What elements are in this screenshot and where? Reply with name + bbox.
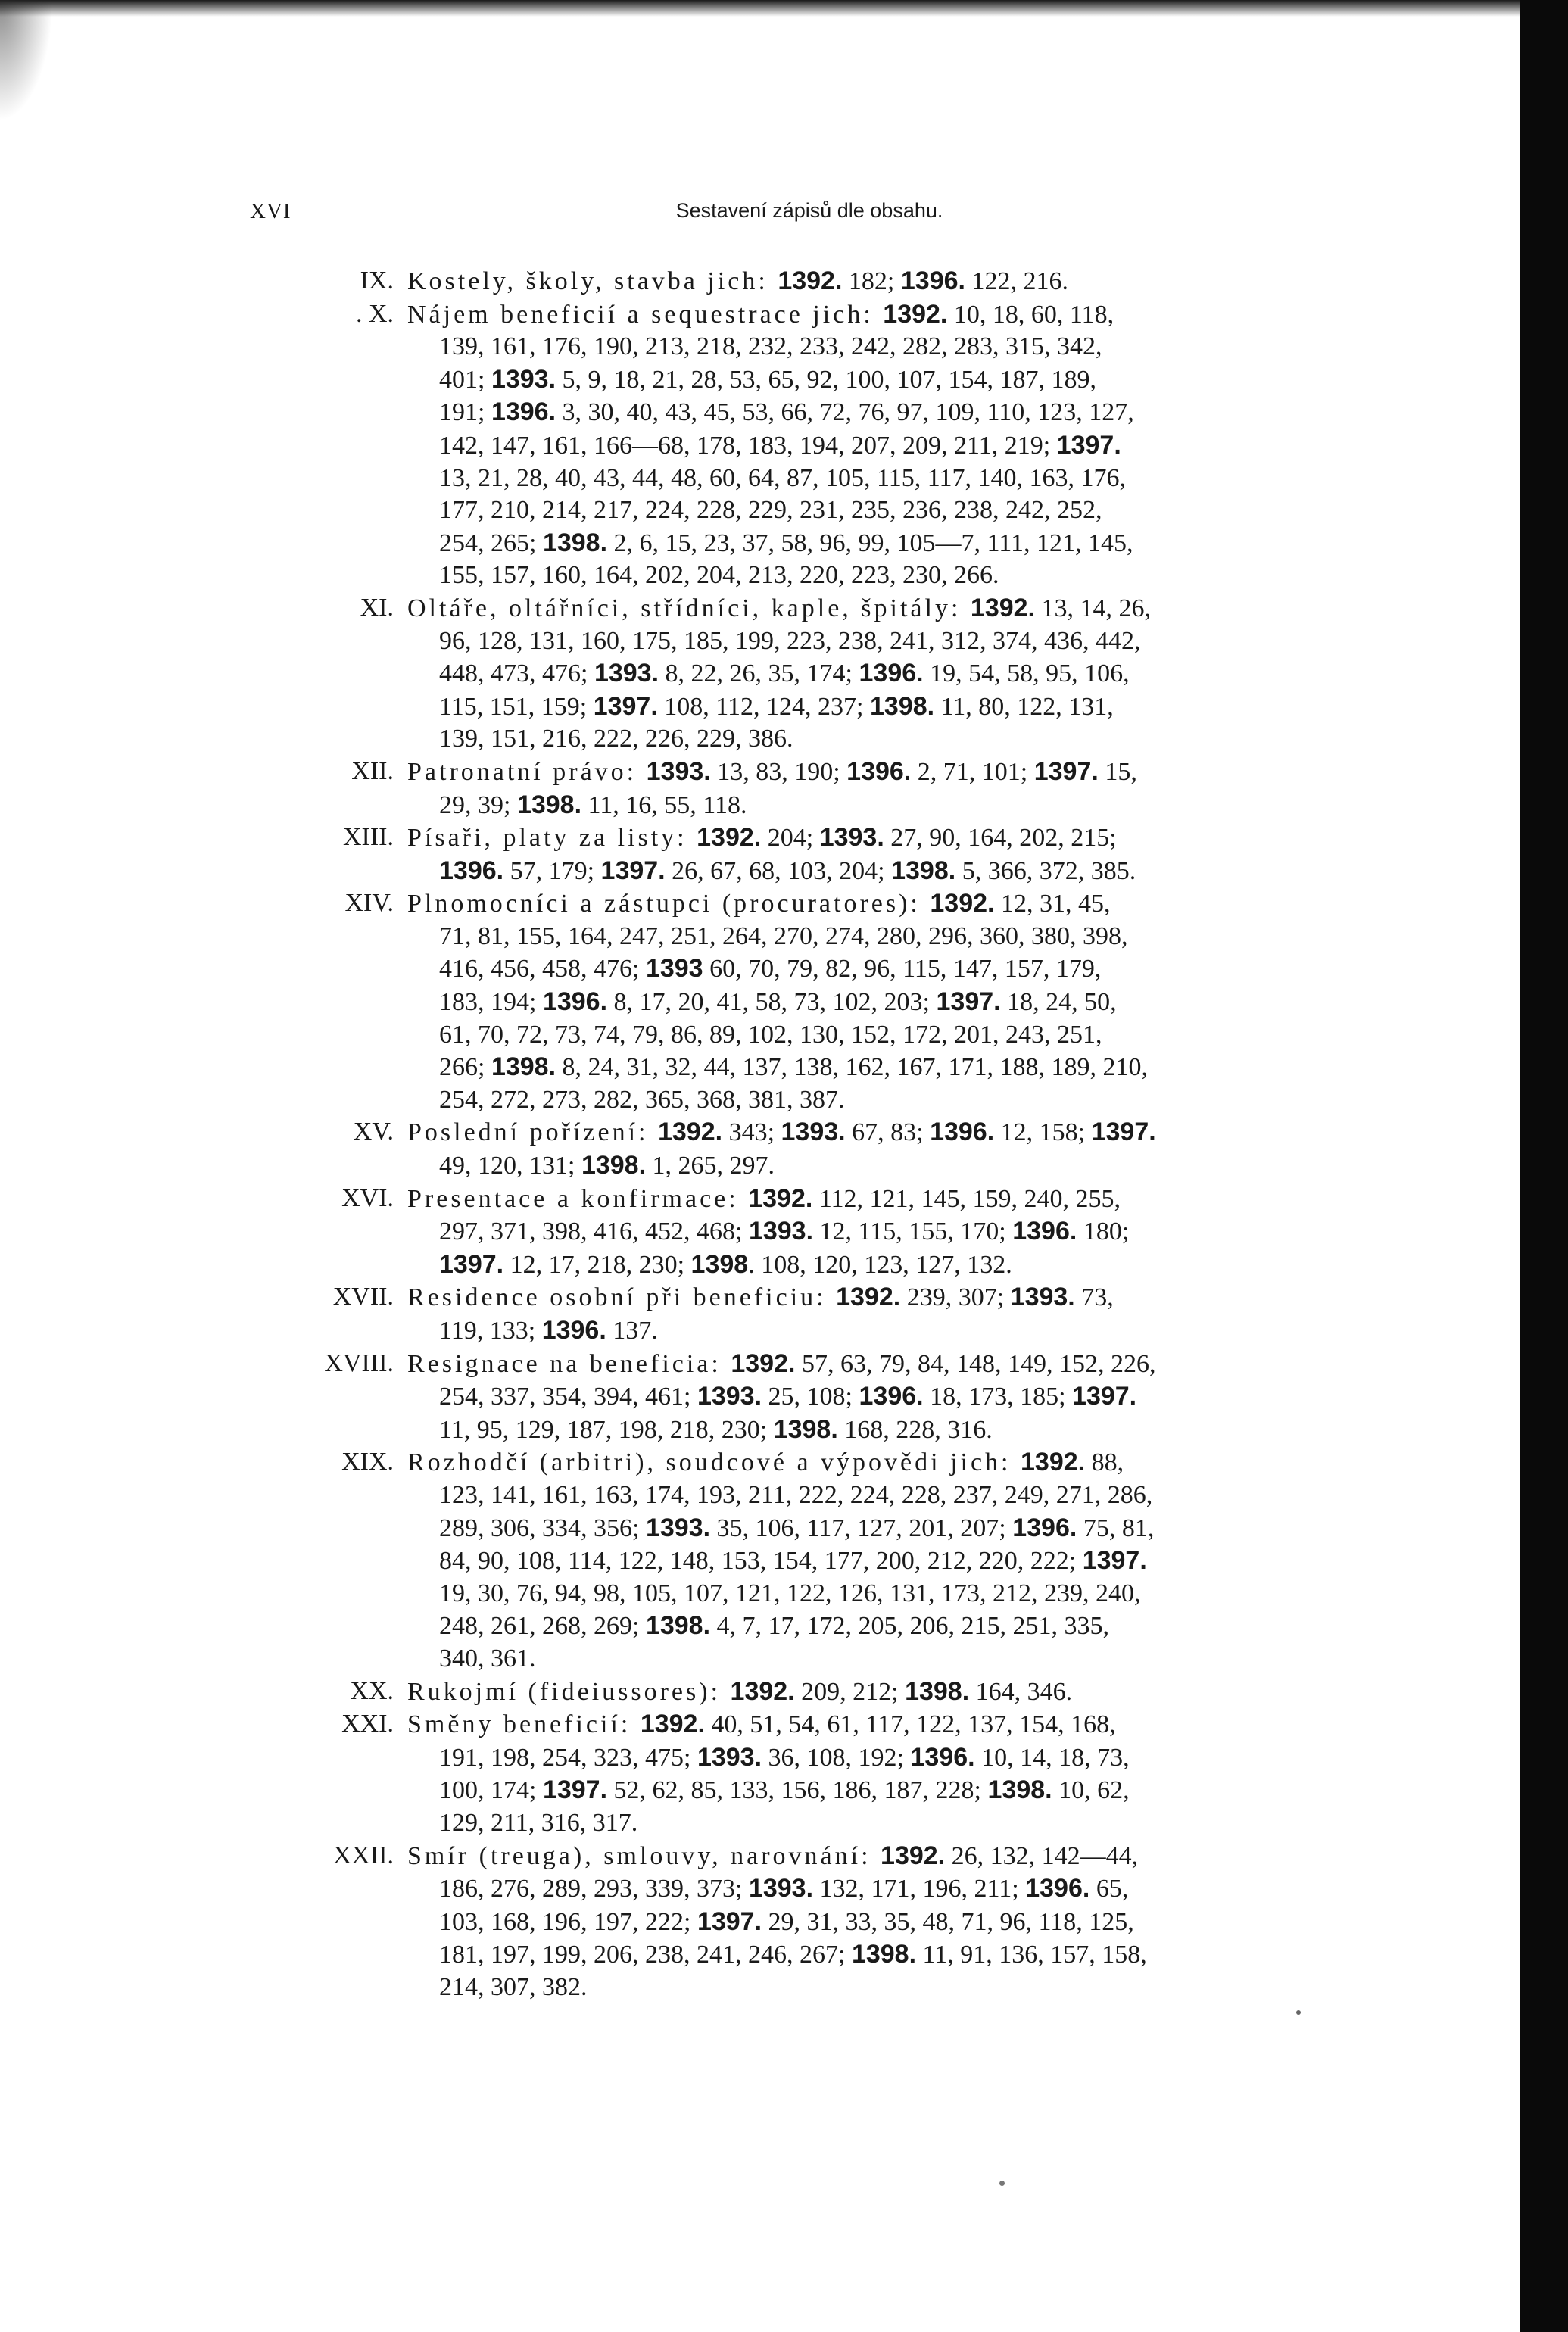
entry-numbers: 115, 151, 159;	[439, 692, 594, 721]
index-entry	[250, 1840, 1378, 2004]
entry-heading: Resignace na beneficia:	[407, 1349, 731, 1378]
entry-line	[407, 1348, 1378, 1381]
entry-line	[407, 1807, 1378, 1840]
entry-body	[407, 298, 1378, 592]
entry-line	[407, 822, 1378, 855]
entry-line	[407, 1972, 1378, 2004]
entry-numbers: 5, 366, 372, 385.	[955, 856, 1136, 885]
entry-numbers: 209, 212;	[794, 1677, 906, 1706]
year-reference: 1392.	[731, 1348, 796, 1378]
year-reference: 1398.	[542, 528, 608, 557]
entry-line	[407, 1610, 1378, 1643]
entry-numbers: 137.	[606, 1317, 658, 1345]
entry-numbers: 191, 198, 254, 323, 475;	[439, 1743, 697, 1772]
entry-numeral: . X.	[355, 299, 394, 328]
entry-numbers: 18, 24, 50,	[1000, 988, 1117, 1017]
page-number: XVI	[250, 199, 291, 223]
entry-numbers: 254, 265;	[439, 528, 543, 557]
entry-line	[407, 1840, 1378, 1873]
entry-numbers: 25, 108;	[762, 1383, 859, 1411]
entry-numeral: XIX.	[341, 1448, 394, 1476]
entry-heading: Smír (treuga), smlouvy, narovnání:	[407, 1841, 881, 1870]
year-reference: 1392.	[748, 1183, 813, 1213]
year-reference: 1396.	[930, 1118, 995, 1147]
entry-line	[407, 1084, 1378, 1117]
entry-line	[407, 921, 1378, 953]
entry-numbers: 401;	[439, 365, 491, 394]
entry-numbers: 84, 90, 108, 114, 122, 148, 153, 154, 177, 200, 212, 220, 222;	[439, 1547, 1083, 1576]
index-entry	[250, 1116, 1378, 1182]
entry-body	[407, 1446, 1378, 1675]
entry-line	[407, 1051, 1378, 1084]
year-reference: 1393.	[819, 823, 884, 853]
entry-numbers: 26, 67, 68, 103, 204;	[665, 856, 892, 885]
year-reference: 1392.	[730, 1676, 795, 1706]
entry-line	[407, 1872, 1378, 1906]
entry-numbers: 12, 31, 45,	[994, 890, 1111, 918]
entry-numbers: 10, 14, 18, 73,	[974, 1743, 1130, 1772]
entry-numbers: 71, 81, 155, 164, 247, 251, 264, 270, 274, 280, 296, 360, 380, 398,	[439, 921, 1128, 950]
year-reference: 1393.	[781, 1118, 846, 1147]
entry-numbers: 100, 174;	[439, 1776, 543, 1805]
entry-numeral: XII.	[351, 756, 394, 785]
entry-numbers: 186, 276, 289, 293, 339, 373;	[439, 1875, 749, 1903]
entry-line	[407, 429, 1378, 463]
entry-numbers: 3, 30, 40, 43, 45, 53, 66, 72, 76, 97, 109, 110, 123, 127,	[556, 398, 1134, 427]
entry-numbers: 340, 361.	[439, 1644, 536, 1673]
year-reference: 1397.	[542, 1776, 608, 1805]
year-reference: 1397.	[1082, 1546, 1147, 1576]
entry-line	[407, 1578, 1378, 1610]
entry-heading: Patronatní právo:	[407, 757, 647, 786]
entry-body	[407, 1183, 1378, 1282]
entry-numbers: 60, 70, 79, 82, 96, 115, 147, 157, 179,	[703, 955, 1102, 984]
entry-line	[407, 887, 1378, 921]
year-reference: 1397.	[1072, 1382, 1137, 1411]
entry-numbers: 75, 81,	[1077, 1514, 1155, 1542]
index-entries	[250, 265, 1378, 2003]
year-reference: 1398.	[905, 1676, 970, 1706]
entry-heading: Poslední pořízení:	[407, 1118, 658, 1147]
entry-line	[407, 625, 1378, 658]
entry-numbers: 19, 30, 76, 94, 98, 105, 107, 121, 122, 126, 131, 173, 212, 239, 240,	[439, 1579, 1141, 1607]
entry-heading: Kostely, školy, stavba jich:	[407, 267, 778, 295]
year-reference: 1393	[645, 954, 703, 984]
entry-numeral: XX.	[350, 1676, 394, 1705]
entry-numbers: 112, 121, 145, 159, 240, 255,	[812, 1184, 1121, 1213]
year-reference: 1392.	[640, 1710, 705, 1739]
index-entry	[250, 1446, 1378, 1675]
entry-numbers: 108, 112, 124, 237;	[657, 692, 870, 721]
index-entry	[250, 822, 1378, 887]
index-entry	[250, 1348, 1378, 1447]
year-reference: 1398.	[491, 1052, 556, 1082]
entry-numbers: 214, 307, 382.	[439, 1972, 588, 2001]
entry-numbers: 15,	[1098, 757, 1137, 786]
year-reference: 1396.	[910, 1742, 975, 1772]
entry-numeral: XV.	[353, 1118, 394, 1146]
entry-numbers: 177, 210, 214, 217, 224, 228, 229, 231, 235, 236, 238, 242, 252,	[439, 496, 1102, 525]
year-reference: 1396.	[859, 659, 924, 688]
entry-numbers: 2, 6, 15, 23, 37, 58, 96, 99, 105—7, 111, 121, 145,	[607, 528, 1133, 557]
scan-corner-shadow	[0, 0, 53, 121]
index-entry	[250, 298, 1378, 592]
entry-line	[407, 855, 1378, 888]
entry-numbers: 13, 83, 190;	[710, 757, 847, 786]
entry-numbers: 119, 133;	[439, 1317, 542, 1345]
entry-numbers: . 108, 120, 123, 127, 132.	[748, 1250, 1012, 1279]
entry-line	[407, 1643, 1378, 1676]
entry-heading: Oltáře, oltářníci, střídníci, kaple, špitály:	[407, 594, 971, 622]
entry-numbers: 11, 91, 136, 157, 158,	[916, 1941, 1147, 1969]
entry-body	[407, 887, 1378, 1116]
year-reference: 1398.	[773, 1414, 838, 1444]
entry-numbers: 96, 128, 131, 160, 175, 185, 199, 223, 238, 241, 312, 374, 436, 442,	[439, 626, 1141, 655]
entry-line	[407, 1314, 1378, 1348]
year-reference: 1398.	[891, 856, 956, 885]
index-entry	[250, 1676, 1378, 1709]
entry-line	[407, 1149, 1378, 1183]
year-reference: 1393.	[594, 659, 659, 688]
entry-line	[407, 592, 1378, 625]
entry-line	[407, 1380, 1378, 1414]
entry-numbers: 29, 39;	[439, 790, 517, 819]
entry-numbers: 183, 194;	[439, 988, 543, 1017]
entry-numbers: 18, 173, 185;	[923, 1383, 1073, 1411]
year-reference: 1398.	[851, 1940, 917, 1969]
year-reference: 1393.	[1010, 1283, 1075, 1312]
year-reference: 1393.	[646, 756, 711, 786]
entry-numeral: XVI.	[341, 1183, 394, 1212]
entry-numbers: 254, 337, 354, 394, 461;	[439, 1383, 697, 1411]
entry-line	[407, 331, 1378, 363]
entry-line	[407, 1545, 1378, 1578]
entry-numbers: 12, 115, 155, 170;	[813, 1217, 1013, 1246]
entry-line	[407, 1708, 1378, 1741]
index-entry	[250, 1183, 1378, 1282]
entry-line	[407, 1215, 1378, 1249]
entry-heading: Presentace a konfirmace:	[407, 1184, 749, 1213]
entry-heading: Nájem beneficií a sequestrace jich:	[407, 300, 884, 329]
entry-body	[407, 592, 1378, 756]
index-entry	[250, 1281, 1378, 1347]
year-reference: 1397.	[1091, 1118, 1156, 1147]
year-reference: 1392.	[1021, 1448, 1086, 1477]
year-reference: 1398.	[645, 1611, 711, 1641]
entry-numbers: 416, 456, 458, 476;	[439, 955, 646, 984]
year-reference: 1393.	[748, 1217, 814, 1246]
entry-numbers: 139, 151, 216, 222, 226, 229, 386.	[439, 725, 793, 753]
entry-line	[407, 1249, 1378, 1282]
year-reference: 1392.	[697, 823, 762, 853]
entry-line	[407, 363, 1378, 397]
entry-line	[407, 560, 1378, 592]
entry-numbers: 204;	[761, 824, 820, 853]
entry-numbers: 4, 7, 17, 172, 205, 206, 215, 251, 335,	[710, 1612, 1110, 1641]
entry-line	[407, 1019, 1378, 1052]
entry-numbers: 123, 141, 161, 163, 174, 193, 211, 222, 224, 228, 237, 249, 271, 286,	[439, 1480, 1153, 1509]
scan-top-edge	[0, 0, 1520, 17]
index-entry	[250, 592, 1378, 756]
speck	[999, 2181, 1005, 2186]
year-reference: 1398.	[987, 1776, 1052, 1805]
entry-body	[407, 822, 1378, 887]
entry-line	[407, 1512, 1378, 1545]
entry-numbers: 155, 157, 160, 164, 202, 204, 213, 220, 223, 230, 266.	[439, 561, 999, 590]
entry-numbers: 297, 371, 398, 416, 452, 468;	[439, 1217, 749, 1246]
entry-numeral: XVIII.	[324, 1348, 394, 1377]
year-reference: 1396.	[900, 267, 965, 295]
year-reference: 1396.	[1012, 1513, 1077, 1542]
year-reference: 1396.	[491, 398, 556, 427]
year-reference: 1392.	[970, 593, 1035, 622]
year-reference: 1392.	[836, 1283, 901, 1312]
year-reference: 1398.	[516, 790, 582, 819]
year-reference: 1396.	[859, 1382, 924, 1411]
entry-line	[407, 723, 1378, 756]
entry-line	[407, 1676, 1378, 1709]
entry-numbers: 40, 51, 54, 61, 117, 122, 137, 154, 168,	[704, 1710, 1116, 1739]
entry-line	[407, 1414, 1378, 1447]
year-reference: 1397.	[593, 691, 658, 721]
entry-numbers: 12, 158;	[994, 1118, 1092, 1147]
entry-numbers: 289, 306, 334, 356;	[439, 1514, 646, 1542]
year-reference: 1398.	[869, 691, 935, 721]
year-reference: 1397.	[1033, 756, 1099, 786]
entry-line	[407, 527, 1378, 560]
entry-numbers: 168, 228, 316.	[837, 1415, 993, 1444]
year-reference: 1397.	[439, 1249, 504, 1279]
year-reference: 1396.	[542, 987, 608, 1017]
year-reference: 1396.	[439, 856, 504, 885]
entry-numbers: 129, 211, 316, 317.	[439, 1808, 638, 1837]
index-entry	[250, 265, 1378, 298]
entry-line	[407, 1446, 1378, 1479]
year-reference: 1397.	[600, 856, 666, 885]
entry-numbers: 8, 22, 26, 35, 174;	[659, 659, 859, 688]
entry-numbers: 57, 63, 79, 84, 148, 149, 152, 226,	[795, 1349, 1156, 1378]
entry-line	[407, 1938, 1378, 1972]
entry-numbers: 88,	[1085, 1448, 1124, 1477]
entry-numbers: 239, 307;	[900, 1283, 1011, 1312]
index-entry	[250, 1708, 1378, 1839]
entry-numbers: 13, 21, 28, 40, 43, 44, 48, 60, 64, 87, 105, 115, 117, 140, 163, 176,	[439, 463, 1126, 492]
year-reference: 1398	[690, 1249, 749, 1279]
year-reference: 1392.	[930, 889, 995, 918]
entry-heading: Rukojmí (fideiussores):	[407, 1677, 731, 1706]
entry-numbers: 142, 147, 161, 166—68, 178, 183, 194, 207, 209, 211, 219;	[439, 431, 1057, 460]
entry-numeral: XVII.	[332, 1283, 394, 1311]
entry-line	[407, 1183, 1378, 1216]
entry-numbers: 11, 80, 122, 131,	[934, 692, 1114, 721]
entry-line	[407, 756, 1378, 789]
entry-numeral: XXI.	[341, 1710, 394, 1738]
entry-line	[407, 1906, 1378, 1939]
entry-numeral: XIV.	[344, 889, 394, 918]
entry-line	[407, 463, 1378, 495]
entry-numbers: 10, 62,	[1052, 1776, 1130, 1805]
entry-numbers: 13, 14, 26,	[1035, 594, 1151, 622]
year-reference: 1393.	[645, 1513, 711, 1542]
entry-numbers: 35, 106, 117, 127, 201, 207;	[710, 1514, 1013, 1542]
entry-numbers: 27, 90, 164, 202, 215;	[884, 824, 1117, 853]
entry-line	[407, 396, 1378, 429]
entry-numbers: 52, 62, 85, 133, 156, 186, 187, 228;	[607, 1776, 988, 1805]
entry-numbers: 29, 31, 33, 35, 48, 71, 96, 118, 125,	[762, 1907, 1134, 1936]
entry-body	[407, 1281, 1378, 1347]
entry-body	[407, 756, 1378, 822]
entry-body	[407, 265, 1378, 298]
entry-numbers: 180;	[1077, 1217, 1130, 1246]
entry-numbers: 12, 17, 218, 230;	[503, 1250, 691, 1279]
entry-numbers: 36, 108, 192;	[762, 1743, 911, 1772]
running-title: Sestavení zápisů dle obsahu.	[675, 199, 943, 222]
year-reference: 1396.	[1025, 1874, 1090, 1903]
year-reference: 1392.	[883, 299, 948, 329]
entry-numbers: 181, 197, 199, 206, 238, 241, 246, 267;	[439, 1941, 852, 1969]
entry-line	[407, 657, 1378, 691]
entry-numbers: 5, 9, 18, 21, 28, 53, 65, 92, 100, 107, 154, 187, 189,	[556, 365, 1097, 394]
year-reference: 1397.	[1056, 430, 1121, 460]
entry-numbers: 139, 161, 176, 190, 213, 218, 232, 233, 242, 282, 283, 315, 342,	[439, 332, 1102, 361]
entry-numbers: 248, 261, 268, 269;	[439, 1612, 646, 1641]
entry-numbers: 19, 54, 58, 95, 106,	[923, 659, 1130, 688]
year-reference: 1397.	[697, 1906, 762, 1936]
entry-numbers: 2, 71, 101;	[911, 757, 1034, 786]
entry-numbers: 1, 265, 297.	[646, 1152, 775, 1180]
entry-numbers: 49, 120, 131;	[439, 1152, 581, 1180]
entry-line	[407, 789, 1378, 822]
entry-body	[407, 1840, 1378, 2004]
year-reference: 1396.	[846, 756, 912, 786]
entry-numbers: 164, 346.	[969, 1677, 1073, 1706]
year-reference: 1393.	[697, 1742, 762, 1772]
year-reference: 1393.	[697, 1382, 762, 1411]
entry-line	[407, 1116, 1378, 1149]
entry-numbers: 254, 272, 273, 282, 365, 368, 381, 387.	[439, 1085, 845, 1114]
entry-numeral: XIII.	[342, 823, 394, 852]
entry-line	[407, 1281, 1378, 1314]
entry-numbers: 73,	[1074, 1283, 1114, 1312]
entry-body	[407, 1708, 1378, 1839]
entry-line	[407, 1741, 1378, 1775]
year-reference: 1392.	[657, 1118, 723, 1147]
entry-numbers: 10, 18, 60, 118,	[947, 300, 1114, 329]
entry-numbers: 103, 168, 196, 197, 222;	[439, 1907, 697, 1936]
entry-heading: Plnomocníci a zástupci (procuratores):	[407, 890, 931, 918]
year-reference: 1396.	[1012, 1217, 1077, 1246]
entry-line	[407, 298, 1378, 332]
year-reference: 1392.	[881, 1841, 946, 1870]
entry-numbers: 122, 216.	[965, 267, 1068, 295]
entry-body	[407, 1348, 1378, 1447]
entry-numbers: 266;	[439, 1053, 491, 1082]
entry-line	[407, 1479, 1378, 1512]
entry-line	[407, 265, 1378, 298]
entry-heading: Směny beneficií:	[407, 1710, 641, 1739]
entry-body	[407, 1116, 1378, 1182]
year-reference: 1393.	[748, 1874, 814, 1903]
entry-line	[407, 1774, 1378, 1807]
entry-numbers: 8, 17, 20, 41, 58, 73, 102, 203;	[607, 988, 937, 1017]
entry-line	[407, 952, 1378, 986]
entry-line	[407, 691, 1378, 724]
year-reference: 1393.	[491, 364, 556, 394]
year-reference: 1398.	[581, 1151, 647, 1180]
entry-numbers: 61, 70, 72, 73, 74, 79, 86, 89, 102, 130, 152, 172, 201, 243, 251,	[439, 1020, 1102, 1049]
entry-line	[407, 986, 1378, 1019]
year-reference: 1397.	[936, 987, 1001, 1017]
entry-numbers: 8, 24, 31, 32, 44, 137, 138, 162, 167, 171, 188, 189, 210,	[556, 1053, 1149, 1082]
entry-numbers: 11, 16, 55, 118.	[581, 790, 747, 819]
entry-numbers: 448, 473, 476;	[439, 659, 594, 688]
entry-numbers: 57, 179;	[503, 856, 601, 885]
index-entry	[250, 756, 1378, 822]
entry-numeral: XXII.	[332, 1841, 394, 1869]
entry-line	[407, 494, 1378, 527]
entry-numbers: 65,	[1089, 1875, 1129, 1903]
entry-numbers: 26, 132, 142—44,	[945, 1841, 1139, 1870]
entry-numbers: 343;	[722, 1118, 781, 1147]
entry-numeral: XI.	[360, 593, 394, 622]
entry-numbers: 191;	[439, 398, 491, 427]
entry-numbers: 182;	[842, 267, 901, 295]
speck	[1296, 2010, 1301, 2015]
year-reference: 1392.	[778, 267, 843, 295]
entry-body	[407, 1676, 1378, 1709]
page-header	[250, 199, 1270, 229]
entry-heading: Residence osobní při beneficiu:	[407, 1283, 837, 1312]
entry-numbers: 132, 171, 196, 211;	[813, 1875, 1026, 1903]
entry-numbers: 67, 83;	[845, 1118, 931, 1147]
entry-heading: Rozhodčí (arbitri), soudcové a výpovědi jich:	[407, 1448, 1021, 1477]
index-entry	[250, 887, 1378, 1116]
entry-numeral: IX.	[360, 267, 394, 295]
entry-heading: Písaři, platy za listy:	[407, 824, 697, 853]
entry-numbers: 11, 95, 129, 187, 198, 218, 230;	[439, 1415, 774, 1444]
year-reference: 1396.	[541, 1316, 606, 1345]
